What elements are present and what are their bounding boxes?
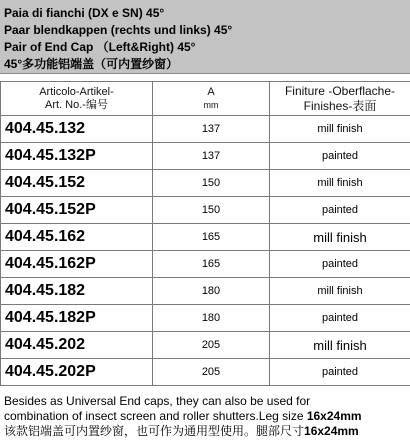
table-row: [1, 359, 410, 386]
product-title-block: [0, 0, 410, 74]
column-header-dimension-line1: A: [207, 86, 215, 98]
article-number: 404.45.202: [1, 332, 153, 359]
finish: mill finish: [270, 224, 410, 251]
dimension-a: 137: [153, 143, 270, 170]
column-header-article: [1, 82, 153, 116]
article-number: 404.45.132P: [1, 143, 153, 170]
leg-size-value: 16x24mm: [306, 409, 362, 423]
table-header-row: [1, 82, 410, 116]
finish: painted: [270, 143, 410, 170]
dimension-a: 137: [153, 116, 270, 143]
article-number: 404.45.132: [1, 116, 153, 143]
article-number: 404.45.152: [1, 170, 153, 197]
column-header-finish: [270, 82, 410, 116]
article-number: 404.45.202P: [1, 359, 153, 386]
table-row: [1, 143, 410, 170]
description-line-3: [4, 424, 408, 439]
title-italian: Paia di fianchi (DX e SN) 45°: [4, 6, 165, 20]
dimension-a: 150: [153, 170, 270, 197]
description-note: [4, 394, 408, 439]
description-line-2-text: combination of insect screen and roller shutters.Leg size: [4, 409, 307, 423]
leg-size-value-cn: 16x24mm: [304, 424, 359, 438]
article-number: 404.45.162: [1, 224, 153, 251]
dimension-a: 205: [153, 359, 270, 386]
description-line-2: [4, 409, 408, 424]
description-line-3-text: 该款铝端盖可内置纱窗，也可作为通用型使用。腿部尺寸: [4, 424, 305, 438]
table-row: [1, 197, 410, 224]
dimension-a: 165: [153, 224, 270, 251]
finish: painted: [270, 305, 410, 332]
dimension-a: 205: [153, 332, 270, 359]
product-table: [0, 81, 410, 386]
table-row: [1, 224, 410, 251]
column-header-article-line1: Articolo-Artikel-: [39, 85, 114, 98]
finish: painted: [270, 251, 410, 278]
dimension-a: 165: [153, 251, 270, 278]
column-header-finish-line2: Finishes-表面: [303, 98, 377, 113]
table-row: [1, 116, 410, 143]
finish: painted: [270, 359, 410, 386]
dimension-a: 180: [153, 278, 270, 305]
finish: mill finish: [270, 332, 410, 359]
table-row: [1, 170, 410, 197]
column-header-finish-line1: Finiture -Oberflache-: [284, 83, 396, 98]
finish: mill finish: [270, 278, 410, 305]
table-row: [1, 305, 410, 332]
column-header-article-line2: Art. No.-编号: [45, 98, 108, 111]
description-line-1: Besides as Universal End caps, they can also be used for: [4, 394, 311, 408]
finish: mill finish: [270, 170, 410, 197]
article-number: 404.45.182P: [1, 305, 153, 332]
column-header-dimension: [153, 82, 270, 116]
title-chinese: 45°多功能铝端盖（可内置纱窗）: [4, 57, 179, 71]
article-number: 404.45.162P: [1, 251, 153, 278]
table-row: [1, 251, 410, 278]
dimension-a: 180: [153, 305, 270, 332]
table-row: [1, 332, 410, 359]
article-number: 404.45.182: [1, 278, 153, 305]
article-number: 404.45.152P: [1, 197, 153, 224]
title-german: Paar blendkappen (rechts und links) 45°: [4, 23, 233, 37]
finish: mill finish: [270, 116, 410, 143]
dimension-a: 150: [153, 197, 270, 224]
title-english: Pair of End Cap （Left&Right) 45°: [4, 40, 196, 54]
column-header-dimension-unit: mm: [203, 100, 219, 110]
table-row: [1, 278, 410, 305]
finish: painted: [270, 197, 410, 224]
